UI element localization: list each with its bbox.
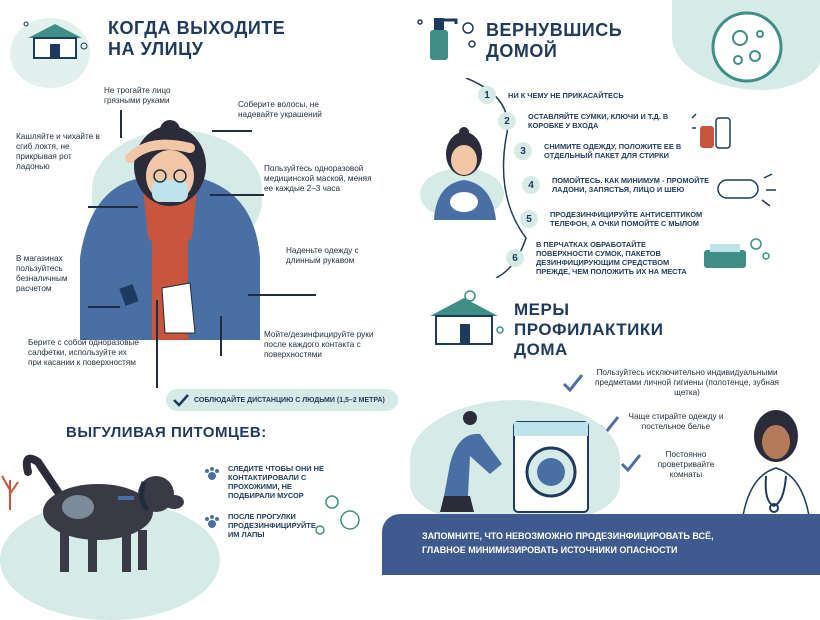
prevention-item-1 — [562, 368, 782, 398]
pets-title: ВЫГУЛИВАЯ ПИТОМЦЕВ: — [66, 424, 267, 441]
step-number: 5 — [520, 210, 538, 228]
plant-icon — [0, 470, 20, 510]
step-1 — [478, 86, 698, 104]
step-number: 4 — [522, 176, 540, 194]
tip-face: Не трогайте лицо грязными руками — [104, 86, 171, 105]
tip-hair: Соберите волосы, не надевайте украшений — [238, 100, 322, 119]
step-number: 6 — [506, 249, 524, 267]
sponge-icon — [712, 170, 778, 210]
check-icon — [620, 452, 642, 474]
house-icon — [424, 290, 504, 356]
leader-line — [248, 294, 316, 296]
banner-line2: ГЛАВНОЕ МИНИМИЗИРОВАТЬ ИСТОЧНИКИ ОПАСНОСТИ — [422, 545, 678, 555]
spray-bottle-icon — [412, 10, 484, 62]
home-title-line2: ДОМОЙ — [486, 41, 558, 61]
tip-hands: Мойте/дезинфицируйте руки после каждого контакта с поверхностями — [264, 330, 374, 359]
step-2 — [498, 112, 688, 130]
virus-icon — [710, 10, 784, 84]
step-3 — [514, 142, 704, 160]
check-icon — [562, 372, 584, 394]
step-text: НИ К ЧЕМУ НЕ ПРИКАСАЙТЕСЬ — [508, 90, 624, 100]
prevention-item-3 — [620, 450, 724, 480]
prevention-item-2 — [598, 412, 724, 436]
prevention-title-line3: ДОМА — [514, 340, 568, 359]
tip-mask: Пользуйтесь одноразовой медицинской маской, меняя ее каждые 2–3 часа — [264, 164, 372, 193]
pet-item-1 — [204, 464, 324, 500]
laundry-illustration — [430, 404, 600, 514]
tip-cashless: В магазинах пользуйтесь безналичным расчетом — [16, 254, 68, 293]
distance-text: СОБЛЮДАЙТЕ ДИСТАНЦИЮ С ЛЮДЬМИ (1,5–2 МЕТРА) — [194, 396, 385, 404]
bubbles-icon — [310, 490, 366, 540]
sanitizer-icon — [690, 108, 744, 152]
woman-washing-illustration — [420, 124, 510, 220]
leader-line — [220, 316, 222, 356]
step-text: ПРОДЕЗИНФИЦИРУЙТЕ АНТИСЕПТИКОМ ТЕЛЕФОН, А ОЧКИ ПОМОЙТЕ С МЫЛОМ — [550, 210, 703, 228]
paw-icon — [204, 514, 220, 530]
pet-item-2 — [204, 512, 324, 539]
leader-line — [210, 194, 264, 196]
going-out-title-line1: КОГДА ВЫХОДИТЕ — [108, 18, 286, 38]
step-6 — [506, 240, 704, 276]
leader-line — [88, 206, 138, 208]
soap-icon — [700, 232, 776, 272]
tip-sleeves: Наденьте одежду с длинным рукавом — [286, 246, 359, 265]
leader-line — [88, 306, 120, 308]
bottom-banner — [382, 514, 820, 575]
pet-item-text: ПОСЛЕ ПРОГУЛКИ ПРОДЕЗИНФИЦИРУЙТЕ ИМ ЛАПЫ — [228, 512, 316, 539]
going-out-title — [108, 18, 285, 60]
step-number: 1 — [478, 86, 496, 104]
banner-line1: ЗАПОМНИТЕ, ЧТО НЕВОЗМОЖНО ПРОДЕЗИНФИЦИРОВАТЬ ВСЁ, — [422, 531, 714, 541]
prevention-title — [514, 300, 664, 360]
dog-illustration — [18, 452, 188, 575]
going-out-title-line2: НА УЛИЦУ — [108, 39, 204, 59]
prevention-item-text: Чаще стирайте одежду и постельное белье — [628, 412, 724, 431]
leader-line — [212, 130, 252, 132]
home-title — [486, 20, 622, 62]
prevention-item-text: Постоянно проветривайте комнаты — [657, 450, 715, 479]
step-number: 2 — [498, 112, 516, 130]
house-icon — [20, 16, 90, 66]
home-title-line1: ВЕРНУВШИСЬ — [486, 20, 623, 40]
pet-item-text: СЛЕДИТЕ ЧТОБЫ ОНИ НЕ КОНТАКТИРОВАЛИ С ПРОХОЖИМИ, НЕ ПОДБИРАЛИ МУСОР — [228, 464, 324, 500]
distance-pill — [166, 389, 398, 411]
prevention-title-line2: ПРОФИЛАКТИКИ — [514, 320, 664, 339]
paw-icon — [204, 466, 220, 482]
step-text: ОСТАВЛЯЙТЕ СУМКИ, КЛЮЧИ И Т.Д. В КОРОБКЕ У ВХОДА — [528, 112, 669, 130]
step-5 — [520, 210, 720, 228]
leader-line — [156, 300, 158, 388]
step-text: ПОМОЙТЕСЬ. КАК МИНИМУМ - ПРОМОЙТЕ ЛАДОНИ, ЗАПЯСТЬЯ, ЛИЦО И ШЕЮ — [552, 176, 710, 194]
step-number: 3 — [514, 142, 532, 160]
prevention-item-text: Пользуйтесь исключительно индивидуальными предметами личной гигиены (полотенце, зубная щетка) — [595, 368, 779, 397]
check-icon — [172, 393, 190, 407]
tip-wipes: Берите с собой одноразовые салфетки, используйте их при касании к поверхностям — [28, 338, 139, 367]
step-4 — [522, 176, 712, 194]
prevention-title-line1: МЕРЫ — [514, 300, 570, 319]
step-text: В ПЕРЧАТКАХ ОБРАБОТАЙТЕ ПОВЕРХНОСТИ СУМОК, ПАКЕТОВ ДЕЗИНФИЦИРУЮЩИМ СРЕДСТВОМ ПРЕЖДЕ, ЧЕМ ПОЛОЖИТЬ ИХ НА МЕСТА — [536, 240, 687, 276]
leader-line — [120, 110, 122, 138]
tip-cough: Кашляйте и чихайте в сгиб локтя, не прикрывая рот ладонью — [16, 132, 100, 171]
step-text: СНИМИТЕ ОДЕЖДУ, ПОЛОЖИТЕ ЕЕ В ОТДЕЛЬНЫЙ ПАКЕТ ДЛЯ СТИРКИ — [544, 142, 682, 160]
